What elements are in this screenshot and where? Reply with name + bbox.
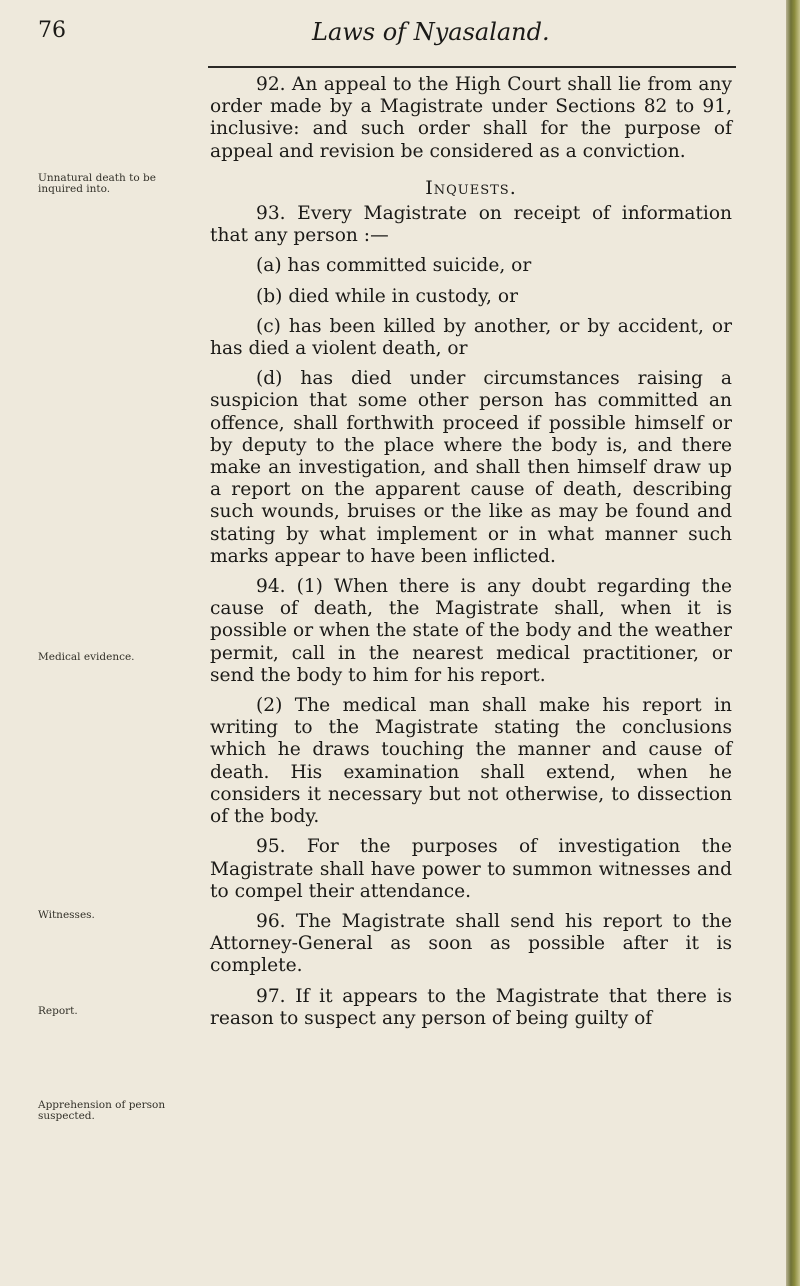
margin-note-witnesses: Witnesses. xyxy=(38,909,95,921)
margin-note-apprehension: Apprehension of person suspected. xyxy=(38,1099,166,1122)
section-93-a: (a) has committed suicide, or xyxy=(256,255,532,277)
running-title: Laws of Nyasaland. xyxy=(312,18,550,46)
section-93-b: (b) died while in custody, or xyxy=(256,285,518,307)
page-edge xyxy=(786,0,800,1286)
section-95: 95. For the purposes of investigation the Magistrate shall have power to summon witnesses and to compel their attendance. xyxy=(210,836,732,902)
inquests-heading: Inquests. xyxy=(425,176,517,199)
page-body xyxy=(210,74,732,1030)
section-93-c: (c) has been killed by another, or by accident, or has died a violent death, or xyxy=(210,315,732,360)
margin-note-report: Report. xyxy=(38,1005,78,1017)
section-94-1: 94. (1) When there is any doubt regarding the cause of death, the Magistrate shall, when it is possible or when the state of the body and the weather permit, call in the nearest medical practitioner, or send the body to him for his report. xyxy=(210,576,732,686)
section-93-intro: 93. Every Magistrate on receipt of information that any person :— xyxy=(210,203,732,247)
section-97: 97. If it appears to the Magistrate that there is reason to suspect any person of being guilty of xyxy=(210,985,732,1029)
section-93-d: (d) has died under circumstances raising a suspicion that some other person has committed an offence, shall forthwith proceed if possible himself or by deputy to the place where the body is, and there make an investigation, and shall then himself draw up a report on the apparent cause of death, describing such wounds, bruises or the like as may be found and stating by what implement or in what manner such marks appear to have been inflicted. xyxy=(210,368,732,567)
section-92: 92. An appeal to the High Court shall lie from any order made by a Magistrate under Sections 82 to 91, inclusive: and such order shall for the purpose of appeal and revision be considered as a conviction. xyxy=(210,74,732,162)
page-number: 76 xyxy=(38,18,66,43)
header-rule xyxy=(208,66,736,68)
margin-note-unnatural-death: Unnatural death to be inquired into. xyxy=(38,172,156,195)
margin-note-medical-evidence: Medical evidence. xyxy=(38,651,135,663)
section-96: 96. The Magistrate shall send his report to the Attorney-General as soon as possible after it is complete. xyxy=(210,910,732,977)
section-94-2: (2) The medical man shall make his report in writing to the Magistrate stating the conclusions which he draws touching the manner and cause of death. His examination shall extend, when he considers it necessary but not otherwise, to dissection of the body. xyxy=(210,695,732,828)
